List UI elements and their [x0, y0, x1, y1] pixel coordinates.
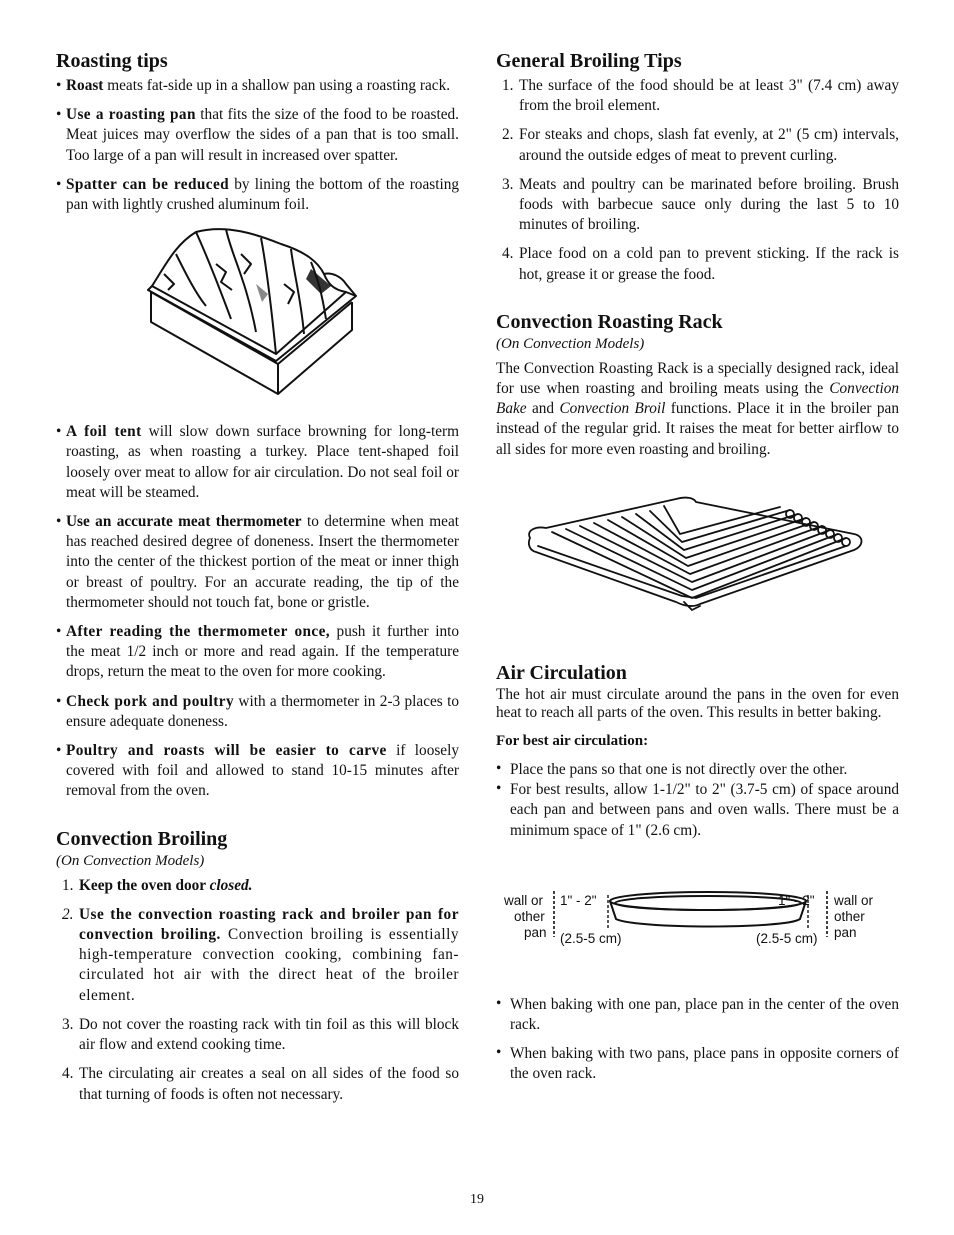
convection-roasting-rack-illustration: [496, 494, 899, 644]
air-circulation-list-top: [496, 760, 899, 841]
list-item: 3. Meats and poultry can be marinated before broiling. Brush foods with barbecue sauce only during the last 5 to 10 minutes of broiling.: [502, 175, 899, 234]
air-circulation-list-bottom: [496, 995, 899, 1085]
roasting-tips-heading: Roasting tips: [56, 50, 168, 72]
left-wall-label-1: wall or: [504, 892, 544, 908]
right-column: [496, 48, 899, 1085]
convection-rack-paragraph: The Convection Roasting Rack is a specially designed rack, ideal for use when roasting and broiling meats using the Convection Bake and Convection Broil functions. Place it in the broiler pan instead of the regular grid. It raises the meat for better airflow to all sides for more even roasting and broiling.: [496, 359, 899, 458]
list-item: • Use a roasting pan that fits the size of the food to be roasted. Meat juices may overflow the sides of a pan that is too small. Too large of a pan will result in increased over spatter.: [56, 106, 459, 164]
right-wall-label-3: pan: [834, 924, 857, 940]
pan-spacing-svg: [496, 881, 899, 1001]
list-item: • Use an accurate meat thermometer to determine when meat has reached desired degree of doneness. Insert the thermometer into the center of the thickest portion of the meat or inner thigh or breast of poultry. For an accurate reading, the tip of the thermometer should not touch fat, bone or gristle.: [56, 513, 459, 611]
list-item: • Spatter can be reduced by lining the bottom of the roasting pan with lightly crushed aluminum foil.: [56, 175, 459, 214]
air-circulation-heading: Air Circulation: [496, 661, 627, 684]
right-wall-label-2: other: [834, 908, 865, 924]
list-item: 3. Do not cover the roasting rack with tin foil as this will block air flow and extend cooking time.: [62, 1015, 459, 1054]
pan-spacing-diagram: [496, 881, 899, 1001]
list-item: 1. The surface of the food should be at least 3" (7.4 cm) away from the broil element.: [502, 77, 899, 115]
general-broiling-heading: General Broiling Tips: [496, 50, 682, 72]
convection-rack-heading: Convection Roasting Rack: [496, 310, 723, 333]
roasting-pan-svg: [56, 224, 459, 398]
left-metric-label: (2.5-5 cm): [560, 930, 622, 946]
page-number: 19: [470, 1192, 484, 1207]
convection-broiling-subheading: (On Convection Models): [56, 852, 205, 869]
list-item: 4. The circulating air creates a seal on all sides of the food so that turning of foods is often not necessary.: [62, 1065, 459, 1103]
foil-lined-roasting-pan-illustration: [56, 224, 459, 398]
list-item: • When baking with two pans, place pans in opposite corners of the oven rack.: [496, 1044, 899, 1083]
list-item: 1. Keep the oven door closed.: [62, 876, 253, 894]
air-circulation-intro: The hot air must circulate around the pans in the oven for even heat to reach all parts of the oven. This results in better baking.: [496, 685, 899, 722]
list-item: • Place the pans so that one is not directly over the other.: [496, 760, 848, 779]
convection-broiling-list: [56, 876, 459, 1105]
list-item: • After reading the thermometer once, push it further into the meat 1/2 inch or more and read again. If the temperature drops, return the meat to the oven for more cooking.: [56, 623, 459, 681]
left-wall-label-2: other: [514, 908, 545, 924]
left-gap-label: 1" - 2": [560, 892, 597, 908]
right-gap-label: 1" - 2": [778, 892, 815, 908]
list-item: • A foil tent will slow down surface browning for long-term roasting, as when roasting a turkey. Place tent-shaped foil loosely over meat to allow for air circulation. Do not seal foil or meat will be steamed.: [56, 423, 459, 501]
convection-broiling-heading: Convection Broiling: [56, 827, 228, 850]
list-item: 2. Use the convection roasting rack and broiler pan for convection broiling. Convection broiling is essentially high-temperature convection cooking, combining fan-circulated hot air with the direct heat of the broiler element.: [62, 905, 459, 1004]
list-item: • When baking with one pan, place pan in the center of the oven rack.: [496, 994, 899, 1034]
convection-rack-subheading: (On Convection Models): [496, 335, 645, 352]
list-item: • For best results, allow 1-1/2" to 2" (3.7-5 cm) of space around each pan and between pans and oven walls. There must be a minimum space of 1" (2.6 cm).: [496, 780, 899, 839]
right-metric-label: (2.5-5 cm): [756, 930, 818, 946]
left-wall-label-3: pan: [524, 924, 547, 940]
left-column: [56, 48, 459, 1114]
list-item: 4. Place food on a cold pan to prevent sticking. If the rack is hot, grease it or grease the food.: [502, 245, 899, 283]
best-air-circulation-label: For best air circulation:: [496, 732, 649, 749]
roasting-tips-list-top: [56, 76, 459, 215]
rack-svg: [496, 494, 899, 644]
list-item: 2. For steaks and chops, slash fat evenly, at 2" (5 cm) intervals, around the outside edges of meat to prevent curling.: [502, 126, 899, 164]
general-broiling-list: [496, 76, 899, 285]
list-item: • Roast meats fat-side up in a shallow pan using a roasting rack.: [56, 77, 451, 94]
list-item: • Check pork and poultry with a thermometer in 2-3 places to ensure adequate doneness.: [56, 692, 460, 730]
roasting-tips-list-bottom: [56, 422, 459, 801]
right-wall-label-1: wall or: [834, 892, 874, 908]
list-item: • Poultry and roasts will be easier to carve if loosely covered with foil and allowed to stand 10-15 minutes after removal from the oven.: [56, 742, 459, 800]
